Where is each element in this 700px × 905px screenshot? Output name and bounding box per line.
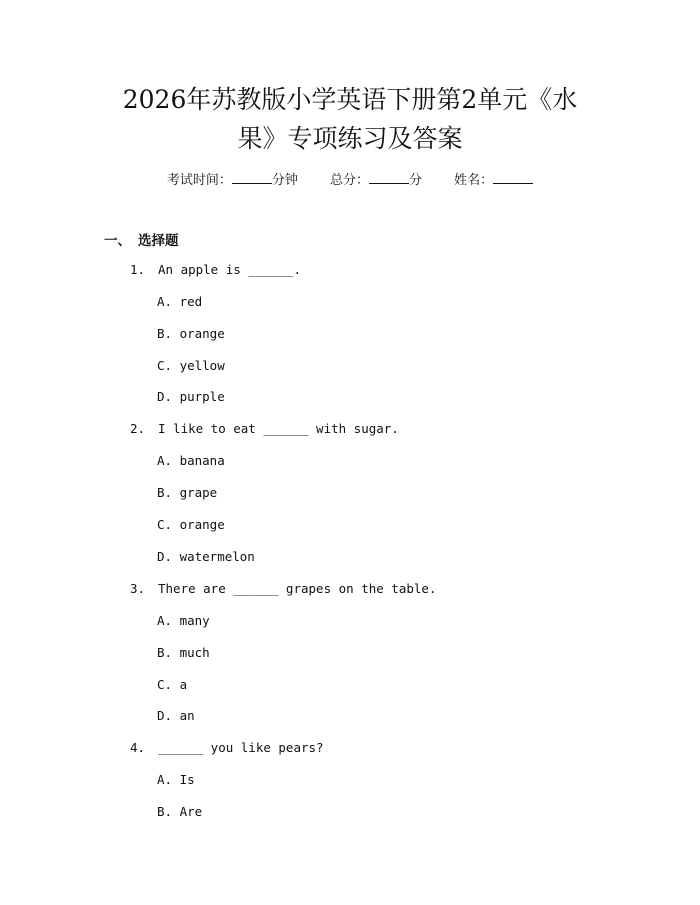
student-name-blank: [493, 172, 533, 184]
title-line-2: 果》专项练习及答案: [237, 124, 463, 153]
question-number: 1.: [130, 262, 146, 277]
question-1-option-b: B. orange: [157, 326, 225, 341]
question-1-option-a: A. red: [157, 294, 203, 309]
question-4-option-b: B. Are: [157, 804, 203, 819]
question-number: 3.: [130, 581, 146, 596]
question-3-option-d: D. an: [157, 708, 195, 723]
question-2: [130, 421, 399, 436]
total-score-unit: 分: [409, 173, 423, 188]
question-number: 2.: [130, 421, 146, 436]
question-2-option-d: D. watermelon: [157, 549, 255, 564]
question-4-option-a: A. Is: [157, 772, 195, 787]
question-1: [130, 262, 301, 277]
question-2-option-c: C. orange: [157, 517, 225, 532]
total-score-label: 总分：: [329, 173, 369, 188]
exam-time-blank: [232, 172, 272, 184]
question-3-option-c: C. a: [157, 677, 188, 692]
section-title: 选择题: [138, 233, 179, 249]
exam-time-unit: 分钟: [271, 173, 298, 188]
question-text: I like to eat ______ with sugar.: [158, 421, 399, 436]
question-text: ______ you like pears?: [158, 740, 324, 755]
question-text: An apple is ______.: [158, 262, 301, 277]
exam-meta: [0, 169, 700, 188]
question-2-option-b: B. grape: [157, 485, 218, 500]
student-name-label: 姓名：: [454, 173, 494, 188]
total-score: [330, 173, 422, 188]
student-name: [454, 173, 533, 188]
page-title: [70, 80, 630, 158]
question-2-option-a: A. banana: [157, 453, 225, 468]
question-1-option-d: D. purple: [157, 389, 225, 404]
question-3-option-b: B. much: [157, 645, 210, 660]
question-1-option-c: C. yellow: [157, 358, 225, 373]
question-3: [130, 581, 436, 596]
section-heading: [104, 229, 179, 249]
question-4: [130, 740, 324, 755]
exam-time-label: 考试时间：: [166, 173, 232, 188]
question-3-option-a: A. many: [157, 613, 210, 628]
total-score-blank: [369, 172, 409, 184]
title-line-1: 2026年苏教版小学英语下册第2单元《水: [122, 85, 578, 114]
section-number: 一、: [104, 233, 131, 249]
exam-time: [167, 173, 298, 188]
question-text: There are ______ grapes on the table.: [158, 581, 437, 596]
question-number: 4.: [130, 740, 146, 755]
